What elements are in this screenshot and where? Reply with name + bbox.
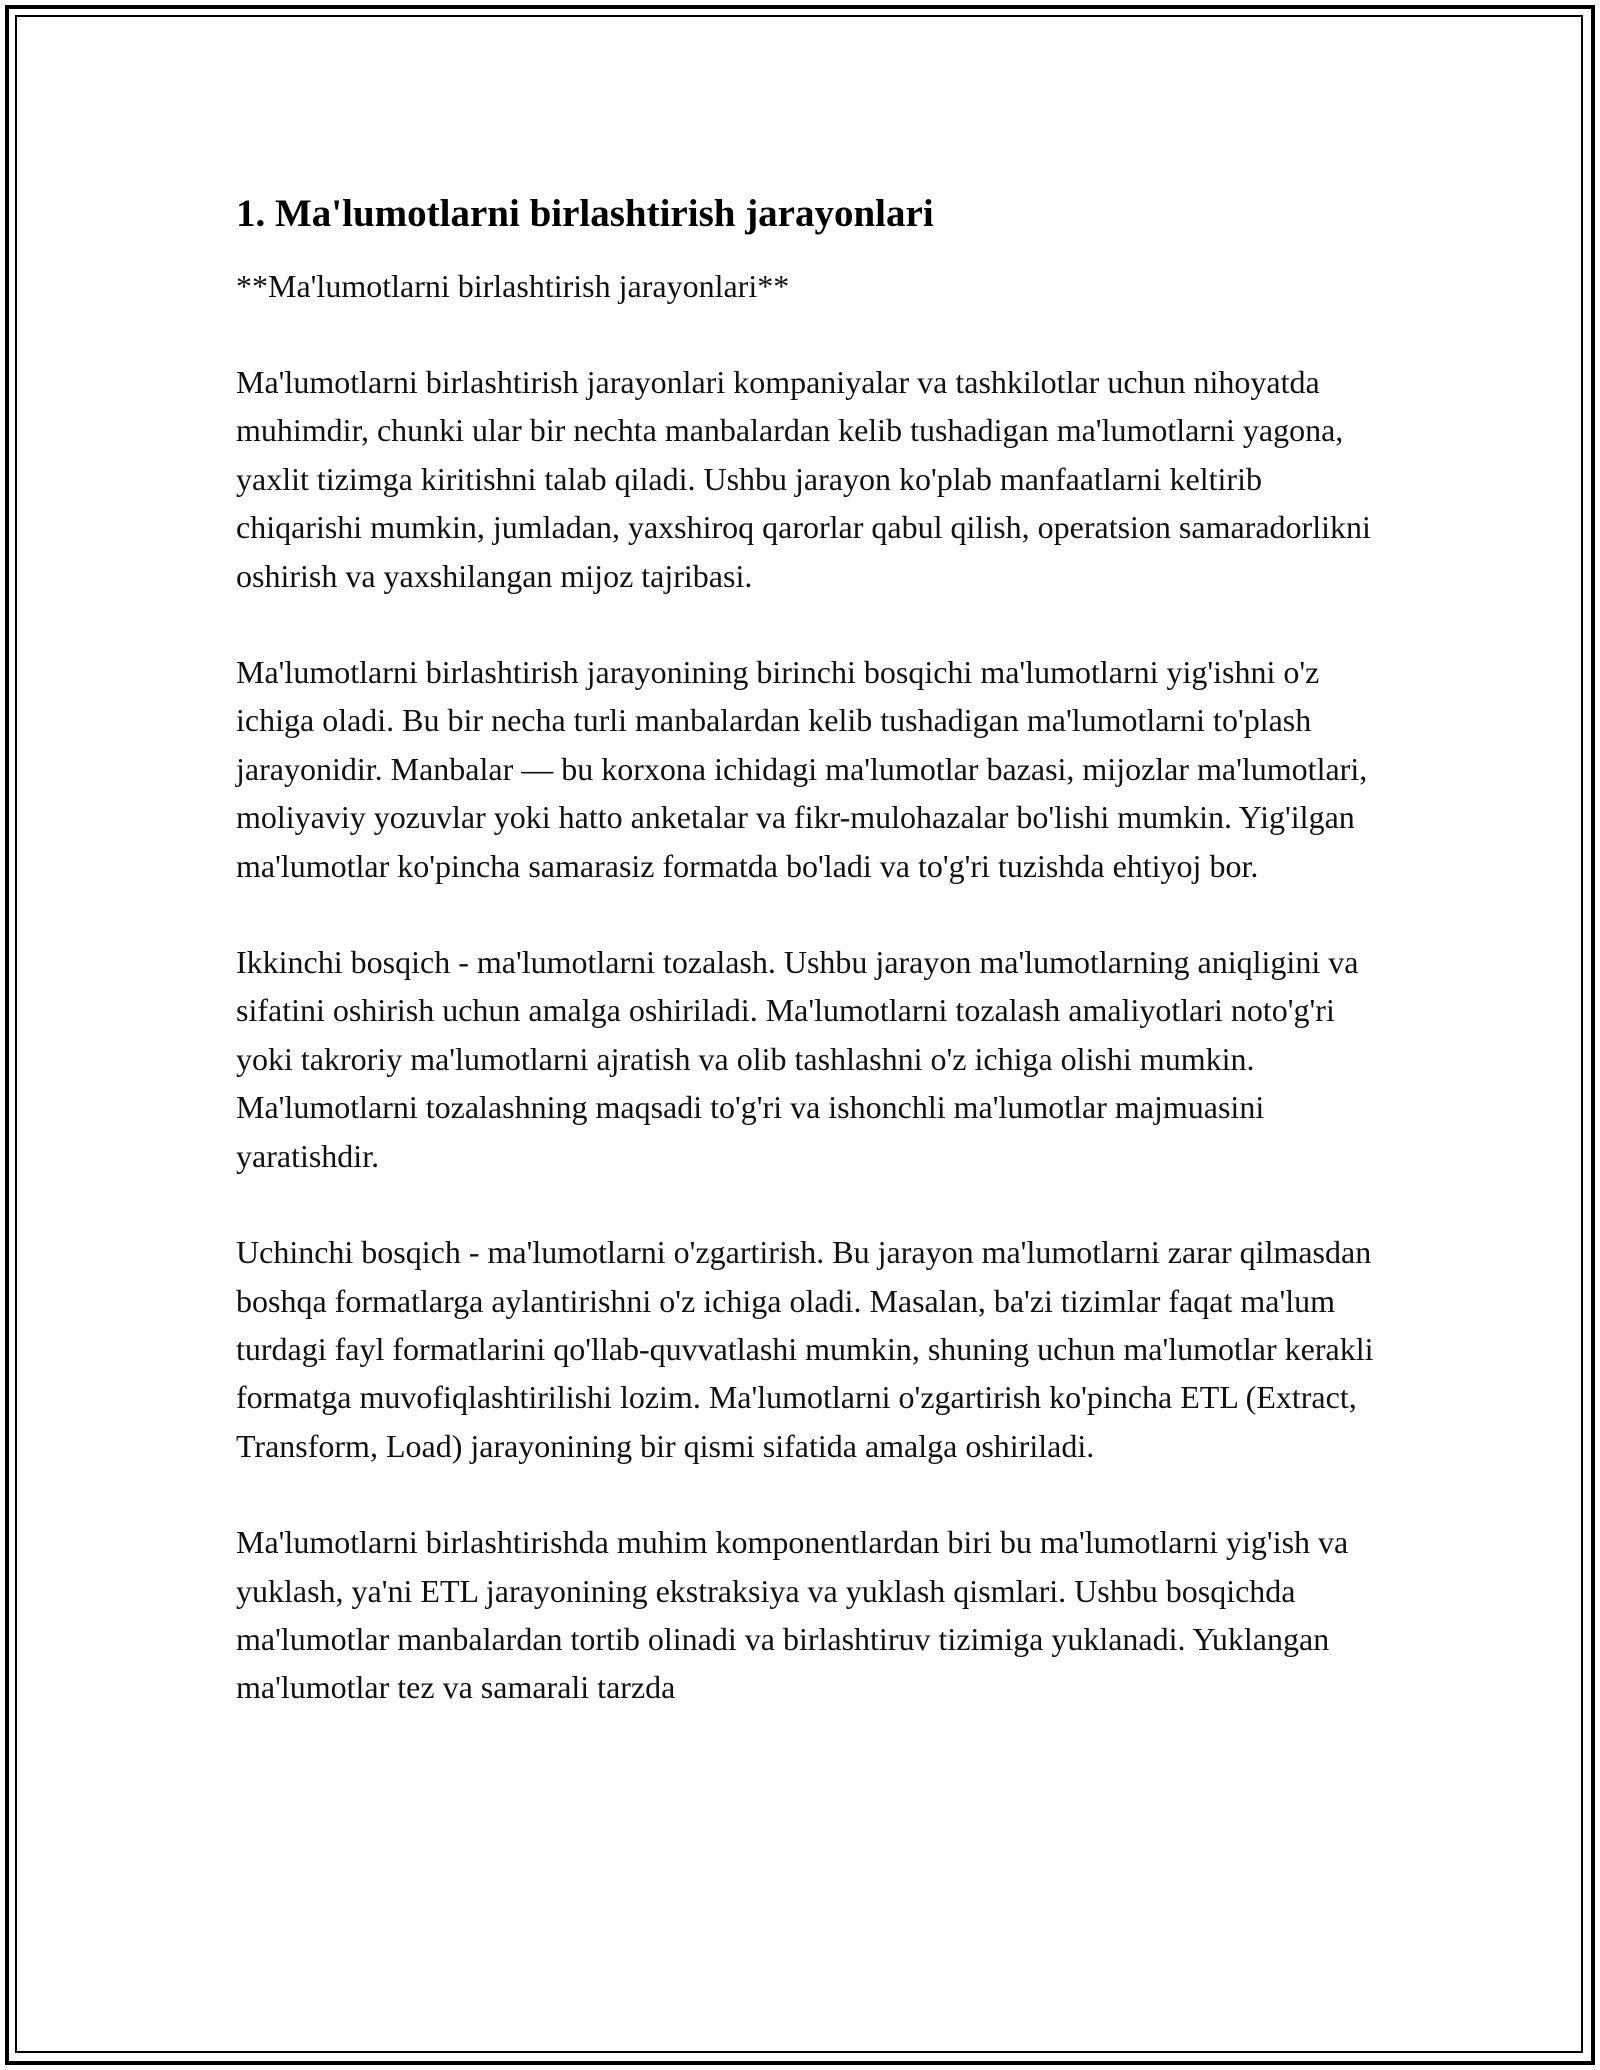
- paragraph-stage-three: Uchinchi bosqich - ma'lumotlarni o'zgartirish. Bu jarayon ma'lumotlarni zarar qilmasdan boshqa formatlarga aylantirishni o'z ichiga oladi. Masalan, ba'zi tizimlar faqat ma'lum turdagi fayl formatlarini qo'llab-quvvatlashi mumkin, shuning uchun ma'lumotlar kerakli formatga muvofiqlashtirilishi lozim. Ma'lumotlarni o'zgartirish ko'pincha ETL (Extract, Transform, Load) jarayonining bir qismi sifatida amalga oshiriladi.: [236, 1234, 1374, 1464]
- paragraph-etl: Ma'lumotlarni birlashtirishda muhim komponentlardan biri bu ma'lumotlarni yig'ish va yuklash, ya'ni ETL jarayonining ekstraksiya va yuklash qismlari. Ushbu bosqichda ma'lumotlar manbalardan tortib olinadi va birlashtiruv tizimiga yuklanadi. Yuklangan ma'lumotlar tez va samarali tarzda: [236, 1524, 1349, 1706]
- paragraph-stage-two: Ikkinchi bosqich - ma'lumotlarni tozalash. Ushbu jarayon ma'lumotlarning aniqligini va sifatini oshirish uchun amalga oshiriladi. Ma'lumotlarni tozalash amaliyotlari noto'g'ri yoki takroriy ma'lumotlarni ajratish va olib tashlashni o'z ichiga olishi mumkin. Ma'lumotlarni tozalashning maqsadi to'g'ri va ishonchli ma'lumotlar majmuasini yaratishdir.: [236, 944, 1359, 1174]
- section-subtitle: **Ma'lumotlarni birlashtirish jarayonlari**: [236, 268, 790, 304]
- section-title: 1. Ma'lumotlarni birlashtirish jarayonlari: [236, 192, 934, 235]
- document-body: [236, 190, 1376, 1712]
- paragraph-intro: Ma'lumotlarni birlashtirish jarayonlari kompaniyalar va tashkilotlar uchun nihoyatda muhimdir, chunki ular bir nechta manbalardan kelib tushadigan ma'lumotlarni yagona, yaxlit tizimga kiritishni talab qiladi. Ushbu jarayon ko'plab manfaatlarni keltirib chiqarishi mumkin, jumladan, yaxshiroq qarorlar qabul qilish, operatsion samaradorlikni oshirish va yaxshilangan mijoz tajribasi.: [236, 364, 1371, 594]
- paragraph-stage-one: Ma'lumotlarni birlashtirish jarayonining birinchi bosqichi ma'lumotlarni yig'ishni o'z ichiga oladi. Bu bir necha turli manbalardan kelib tushadigan ma'lumotlarni to'plash jarayonidir. Manbalar — bu korxona ichidagi ma'lumotlar bazasi, mijozlar ma'lumotlari, moliyaviy yozuvlar yoki hatto anketalar va fikr-mulohazalar bo'lishi mumkin. Yig'ilgan ma'lumotlar ko'pincha samarasiz formatda bo'ladi va to'g'ri tuzishda ehtiyoj bor.: [236, 654, 1368, 884]
